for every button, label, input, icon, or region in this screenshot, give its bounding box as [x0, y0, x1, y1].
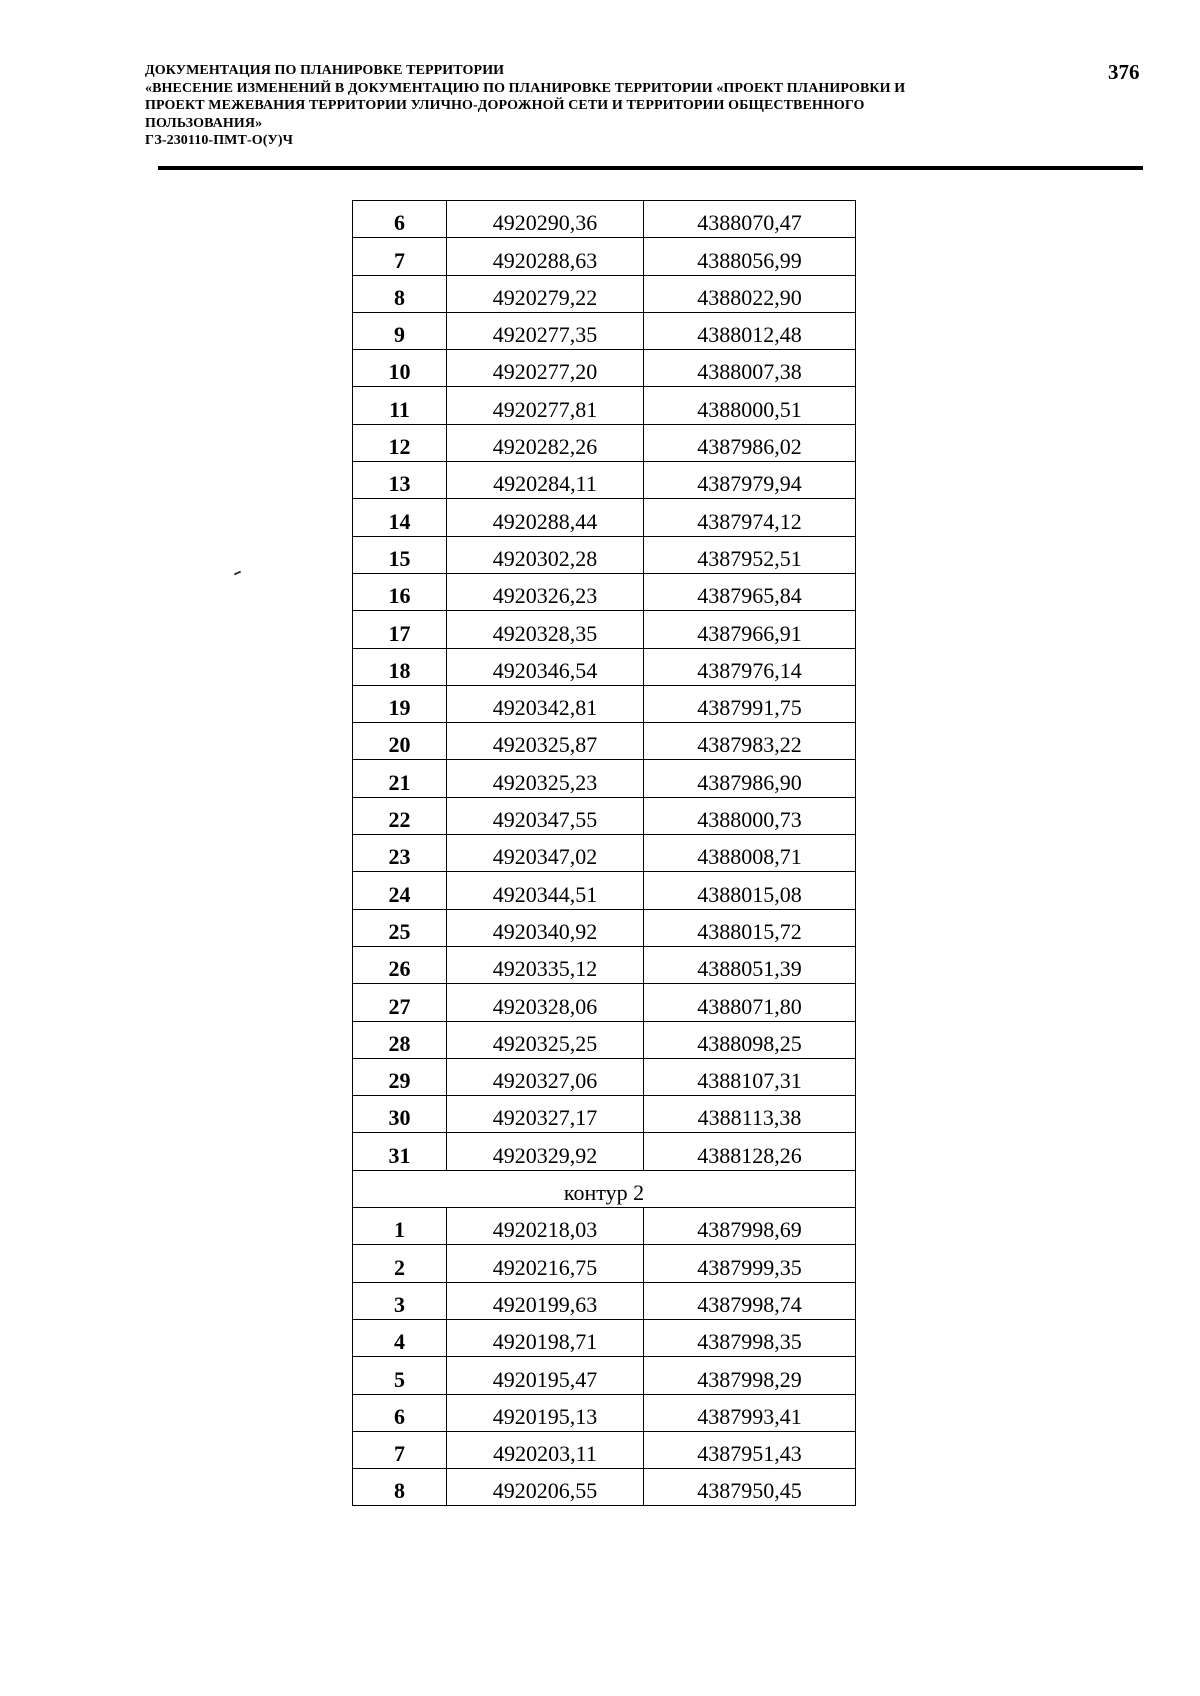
table-row [353, 462, 856, 499]
point-number-cell: 19 [353, 685, 447, 722]
table-row [353, 1431, 856, 1468]
point-number-cell: 1 [353, 1208, 447, 1245]
point-number-cell: 9 [353, 312, 447, 349]
table-row [353, 1394, 856, 1431]
table-row [353, 275, 856, 312]
scan-mark [234, 571, 241, 576]
point-number-cell: 8 [353, 1469, 447, 1506]
y-coordinate-cell: 4388128,26 [644, 1133, 856, 1170]
y-coordinate-cell: 4388008,71 [644, 835, 856, 872]
x-coordinate-cell: 4920277,81 [447, 387, 644, 424]
point-number-cell: 5 [353, 1357, 447, 1394]
x-coordinate-cell: 4920198,71 [447, 1319, 644, 1356]
section-label: контур 2 [353, 1170, 856, 1207]
y-coordinate-cell: 4388007,38 [644, 350, 856, 387]
x-coordinate-cell: 4920326,23 [447, 573, 644, 610]
header-divider [158, 166, 1143, 170]
y-coordinate-cell: 4387974,12 [644, 499, 856, 536]
point-number-cell: 11 [353, 387, 447, 424]
x-coordinate-cell: 4920302,28 [447, 536, 644, 573]
point-number-cell: 25 [353, 909, 447, 946]
y-coordinate-cell: 4388012,48 [644, 312, 856, 349]
y-coordinate-cell: 4387993,41 [644, 1394, 856, 1431]
y-coordinate-cell: 4388107,31 [644, 1058, 856, 1095]
y-coordinate-cell: 4388071,80 [644, 984, 856, 1021]
table-row [353, 1319, 856, 1356]
point-number-cell: 31 [353, 1133, 447, 1170]
x-coordinate-cell: 4920325,23 [447, 760, 644, 797]
point-number-cell: 21 [353, 760, 447, 797]
table-row [353, 1282, 856, 1319]
table-row [353, 909, 856, 946]
y-coordinate-cell: 4387979,94 [644, 462, 856, 499]
point-number-cell: 4 [353, 1319, 447, 1356]
point-number-cell: 26 [353, 946, 447, 983]
x-coordinate-cell: 4920346,54 [447, 648, 644, 685]
y-coordinate-cell: 4387998,35 [644, 1319, 856, 1356]
x-coordinate-cell: 4920277,20 [447, 350, 644, 387]
coordinates-table-body [353, 201, 856, 1506]
y-coordinate-cell: 4388113,38 [644, 1096, 856, 1133]
point-number-cell: 6 [353, 1394, 447, 1431]
x-coordinate-cell: 4920288,44 [447, 499, 644, 536]
x-coordinate-cell: 4920199,63 [447, 1282, 644, 1319]
header-line: ГЗ-230110-ПМТ-О(У)Ч [145, 133, 293, 148]
y-coordinate-cell: 4387950,45 [644, 1469, 856, 1506]
table-row [353, 350, 856, 387]
table-row [353, 573, 856, 610]
point-number-cell: 7 [353, 1431, 447, 1468]
document-header [145, 62, 1065, 150]
point-number-cell: 8 [353, 275, 447, 312]
x-coordinate-cell: 4920327,17 [447, 1096, 644, 1133]
point-number-cell: 2 [353, 1245, 447, 1282]
y-coordinate-cell: 4387986,02 [644, 424, 856, 461]
point-number-cell: 10 [353, 350, 447, 387]
table-row [353, 611, 856, 648]
x-coordinate-cell: 4920328,06 [447, 984, 644, 1021]
x-coordinate-cell: 4920284,11 [447, 462, 644, 499]
table-row [353, 835, 856, 872]
y-coordinate-cell: 4388051,39 [644, 946, 856, 983]
table-row [353, 424, 856, 461]
point-number-cell: 30 [353, 1096, 447, 1133]
point-number-cell: 23 [353, 835, 447, 872]
table-row [353, 1021, 856, 1058]
y-coordinate-cell: 4388070,47 [644, 201, 856, 238]
point-number-cell: 12 [353, 424, 447, 461]
x-coordinate-cell: 4920335,12 [447, 946, 644, 983]
header-line: ПРОЕКТ МЕЖЕВАНИЯ ТЕРРИТОРИИ УЛИЧНО-ДОРОЖНОЙ СЕТИ И ТЕРРИТОРИИ ОБЩЕСТВЕННОГО [145, 98, 865, 113]
table-row [353, 1469, 856, 1506]
y-coordinate-cell: 4387951,43 [644, 1431, 856, 1468]
table-row [353, 1357, 856, 1394]
y-coordinate-cell: 4387952,51 [644, 536, 856, 573]
y-coordinate-cell: 4387983,22 [644, 723, 856, 760]
table-row [353, 312, 856, 349]
y-coordinate-cell: 4387965,84 [644, 573, 856, 610]
x-coordinate-cell: 4920347,55 [447, 797, 644, 834]
table-row [353, 760, 856, 797]
point-number-cell: 3 [353, 1282, 447, 1319]
table-row [353, 499, 856, 536]
table-row [353, 797, 856, 834]
point-number-cell: 15 [353, 536, 447, 573]
x-coordinate-cell: 4920325,25 [447, 1021, 644, 1058]
point-number-cell: 17 [353, 611, 447, 648]
point-number-cell: 7 [353, 238, 447, 275]
y-coordinate-cell: 4388000,73 [644, 797, 856, 834]
table-row [353, 685, 856, 722]
header-line: ПОЛЬЗОВАНИЯ» [145, 115, 263, 131]
y-coordinate-cell: 4387986,90 [644, 760, 856, 797]
x-coordinate-cell: 4920344,51 [447, 872, 644, 909]
table-row [353, 238, 856, 275]
table-row [353, 984, 856, 1021]
x-coordinate-cell: 4920340,92 [447, 909, 644, 946]
header-line: ДОКУМЕНТАЦИЯ ПО ПЛАНИРОВКЕ ТЕРРИТОРИИ [145, 63, 505, 78]
table-row [353, 1133, 856, 1170]
x-coordinate-cell: 4920328,35 [447, 611, 644, 648]
x-coordinate-cell: 4920325,87 [447, 723, 644, 760]
x-coordinate-cell: 4920216,75 [447, 1245, 644, 1282]
x-coordinate-cell: 4920206,55 [447, 1469, 644, 1506]
point-number-cell: 29 [353, 1058, 447, 1095]
x-coordinate-cell: 4920347,02 [447, 835, 644, 872]
coordinates-table [352, 200, 856, 1506]
point-number-cell: 16 [353, 573, 447, 610]
x-coordinate-cell: 4920342,81 [447, 685, 644, 722]
y-coordinate-cell: 4387998,69 [644, 1208, 856, 1245]
table-row [353, 872, 856, 909]
y-coordinate-cell: 4387976,14 [644, 648, 856, 685]
table-row [353, 1245, 856, 1282]
y-coordinate-cell: 4387998,74 [644, 1282, 856, 1319]
table-row [353, 387, 856, 424]
section-row [353, 1170, 856, 1207]
x-coordinate-cell: 4920218,03 [447, 1208, 644, 1245]
table-row [353, 201, 856, 238]
y-coordinate-cell: 4387998,29 [644, 1357, 856, 1394]
point-number-cell: 18 [353, 648, 447, 685]
x-coordinate-cell: 4920195,47 [447, 1357, 644, 1394]
y-coordinate-cell: 4388015,72 [644, 909, 856, 946]
table-row [353, 723, 856, 760]
y-coordinate-cell: 4387966,91 [644, 611, 856, 648]
x-coordinate-cell: 4920195,13 [447, 1394, 644, 1431]
y-coordinate-cell: 4387999,35 [644, 1245, 856, 1282]
point-number-cell: 28 [353, 1021, 447, 1058]
y-coordinate-cell: 4388022,90 [644, 275, 856, 312]
page-number: 376 [1108, 60, 1140, 84]
table-row [353, 1096, 856, 1133]
x-coordinate-cell: 4920329,92 [447, 1133, 644, 1170]
table-row [353, 648, 856, 685]
point-number-cell: 22 [353, 797, 447, 834]
y-coordinate-cell: 4388056,99 [644, 238, 856, 275]
x-coordinate-cell: 4920282,26 [447, 424, 644, 461]
y-coordinate-cell: 4388000,51 [644, 387, 856, 424]
point-number-cell: 20 [353, 723, 447, 760]
x-coordinate-cell: 4920203,11 [447, 1431, 644, 1468]
table-row [353, 1058, 856, 1095]
y-coordinate-cell: 4387991,75 [644, 685, 856, 722]
point-number-cell: 13 [353, 462, 447, 499]
x-coordinate-cell: 4920277,35 [447, 312, 644, 349]
x-coordinate-cell: 4920290,36 [447, 201, 644, 238]
table-row [353, 946, 856, 983]
x-coordinate-cell: 4920279,22 [447, 275, 644, 312]
point-number-cell: 6 [353, 201, 447, 238]
point-number-cell: 27 [353, 984, 447, 1021]
header-line: «ВНЕСЕНИЕ ИЗМЕНЕНИЙ В ДОКУМЕНТАЦИЮ ПО ПЛАНИРОВКЕ ТЕРРИТОРИИ «ПРОЕКТ ПЛАНИРОВКИ И [145, 80, 906, 96]
table-row [353, 536, 856, 573]
y-coordinate-cell: 4388015,08 [644, 872, 856, 909]
x-coordinate-cell: 4920288,63 [447, 238, 644, 275]
table-row [353, 1208, 856, 1245]
point-number-cell: 14 [353, 499, 447, 536]
y-coordinate-cell: 4388098,25 [644, 1021, 856, 1058]
point-number-cell: 24 [353, 872, 447, 909]
x-coordinate-cell: 4920327,06 [447, 1058, 644, 1095]
